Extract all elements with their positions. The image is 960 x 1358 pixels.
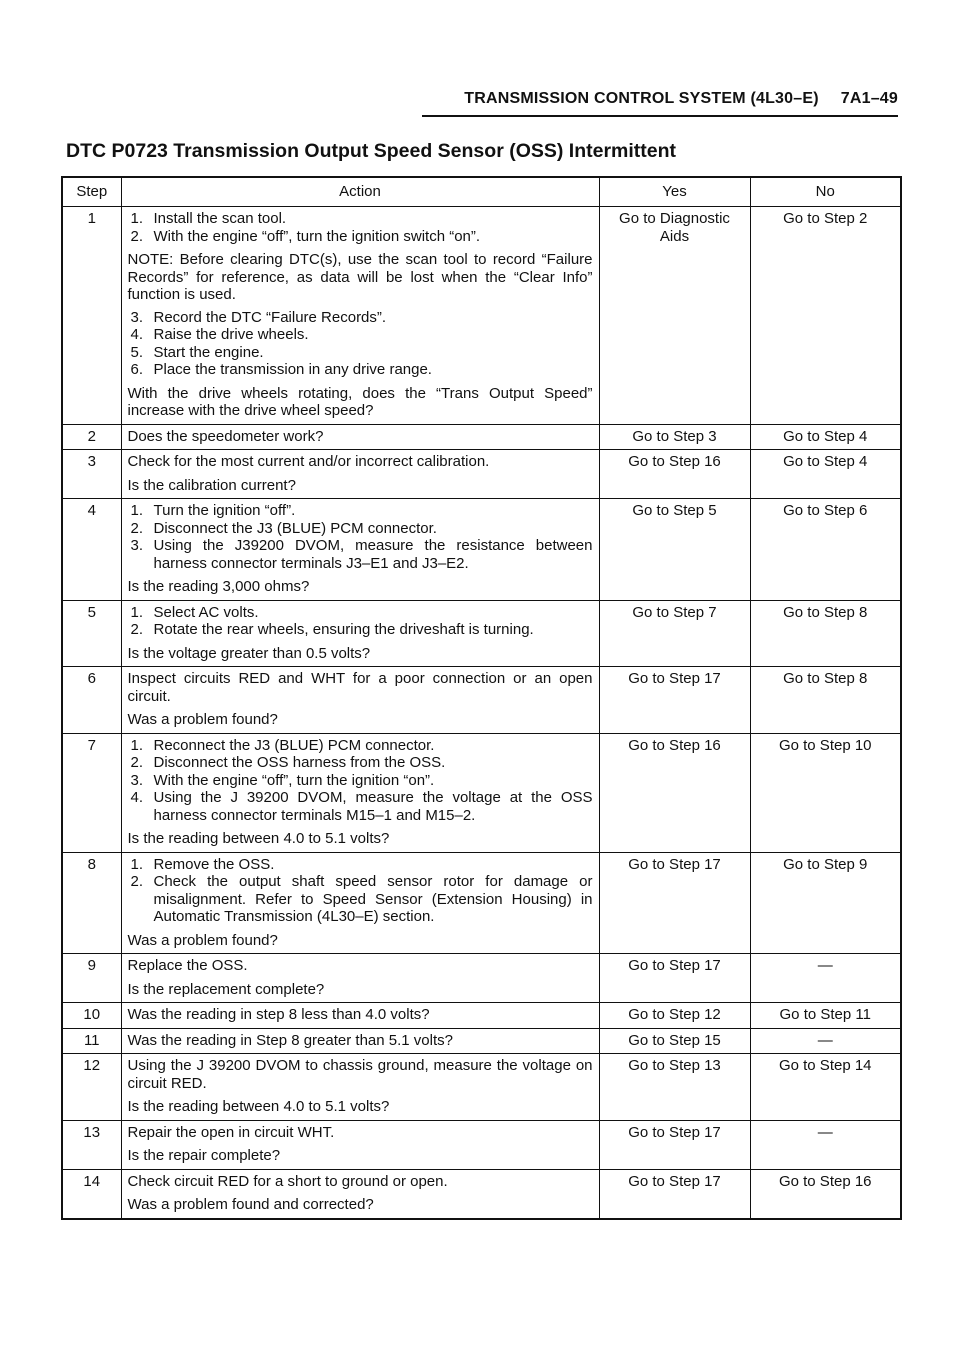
yes-result: Go to Step 13	[599, 1054, 750, 1121]
action-text: Was a problem found?	[127, 931, 278, 949]
list-item-number: 2.	[130, 519, 144, 537]
list-item-text: With the engine “off”, turn the ignition switch “on”.	[153, 227, 481, 245]
list-item	[128, 502, 593, 520]
list-item-number: 3.	[130, 771, 144, 789]
no-result: —	[750, 1120, 901, 1169]
action-cell	[121, 1169, 599, 1219]
action-content	[128, 957, 593, 998]
no-result: Go to Step 14	[750, 1054, 901, 1121]
table-row	[62, 667, 901, 734]
list-item-number: 3.	[130, 537, 144, 554]
action-text: Is the reading between 4.0 to 5.1 volts?	[127, 830, 390, 847]
yes-result: Go to Step 3	[599, 424, 750, 450]
list-item	[128, 604, 593, 622]
action-text: Is the voltage greater than 0.5 volts?	[127, 644, 371, 662]
procedure-list	[128, 309, 593, 379]
list-item-text: Disconnect the J3 (BLUE) PCM connector.	[153, 519, 437, 537]
list-item-number: 2.	[130, 621, 144, 638]
list-item-number: 5.	[130, 343, 144, 361]
list-item-number: 2.	[130, 754, 144, 771]
yes-result: Go to Step 17	[599, 1169, 750, 1219]
action-cell	[121, 600, 599, 667]
list-item-number: 1.	[130, 855, 144, 873]
table-row	[62, 1120, 901, 1169]
table-row	[62, 1003, 901, 1029]
list-item-text: Rotate the rear wheels, ensuring the driveshaft is turning.	[153, 621, 534, 638]
step-number: 3	[62, 450, 121, 499]
action-text: Was a problem found?	[127, 711, 278, 728]
no-result: —	[750, 1028, 901, 1054]
action-cell	[121, 1120, 599, 1169]
yes-result: Go to Step 17	[599, 1120, 750, 1169]
procedure-list	[128, 856, 593, 926]
action-content	[128, 856, 593, 950]
table-row	[62, 600, 901, 667]
action-content	[128, 1032, 593, 1050]
action-text: Is the replacement complete?	[127, 980, 325, 998]
no-result: —	[750, 954, 901, 1003]
yes-result: Go to Step 12	[599, 1003, 750, 1029]
list-item	[128, 621, 593, 639]
step-number: 6	[62, 667, 121, 734]
action-content	[128, 1173, 593, 1214]
table-row	[62, 499, 901, 601]
procedure-list	[128, 604, 593, 639]
list-item-number: 4.	[130, 326, 144, 343]
list-item-number: 1.	[130, 502, 144, 519]
no-result: Go to Step 11	[750, 1003, 901, 1029]
yes-result: Go to Diagnostic Aids	[599, 207, 750, 425]
table-header-row	[62, 177, 901, 207]
action-content	[128, 428, 593, 446]
action-content	[128, 737, 593, 848]
yes-result: Go to Step 17	[599, 954, 750, 1003]
action-content	[128, 453, 593, 494]
column-header-no: No	[750, 177, 901, 207]
action-content	[128, 670, 593, 729]
action-cell	[121, 450, 599, 499]
action-content	[128, 1057, 593, 1116]
no-result: Go to Step 6	[750, 499, 901, 601]
section-title: TRANSMISSION CONTROL SYSTEM (4L30–E)	[464, 90, 819, 107]
list-item-number: 4.	[130, 789, 144, 806]
list-item	[128, 772, 593, 790]
action-content	[128, 502, 593, 596]
procedure-list	[128, 737, 593, 825]
step-number: 5	[62, 600, 121, 667]
action-content	[128, 1124, 593, 1165]
no-result: Go to Step 8	[750, 600, 901, 667]
list-item-text: Check the output shaft speed sensor rotor for damage or misalignment. Refer to Speed Sensor (Extension Housing) in Automatic Transmission (4L30–E) section.	[153, 873, 593, 925]
table-row	[62, 852, 901, 954]
no-result: Go to Step 10	[750, 733, 901, 852]
action-content	[128, 210, 593, 420]
list-item-text: Place the transmission in any drive range.	[153, 361, 432, 378]
list-item	[128, 856, 593, 874]
list-item-number: 2.	[130, 873, 144, 890]
action-content	[128, 1006, 593, 1024]
list-item	[128, 210, 593, 228]
action-cell	[121, 1054, 599, 1121]
action-text: Inspect circuits RED and WHT for a poor connection or an open circuit.	[127, 670, 593, 705]
action-cell	[121, 667, 599, 734]
diagnostic-table	[61, 176, 902, 1220]
action-cell	[121, 733, 599, 852]
action-text: Was the reading in Step 8 greater than 5.1 volts?	[127, 1031, 453, 1049]
list-item-text: Install the scan tool.	[153, 210, 287, 227]
list-item-text: Turn the ignition “off”.	[153, 502, 296, 519]
list-item-text: With the engine “off”, turn the ignition “on”.	[153, 771, 435, 789]
list-item-number: 1.	[130, 210, 144, 227]
list-item-number: 6.	[130, 361, 144, 378]
yes-result: Go to Step 16	[599, 733, 750, 852]
list-item	[128, 789, 593, 824]
no-result: Go to Step 2	[750, 207, 901, 425]
list-item-text: Start the engine.	[153, 343, 264, 361]
list-item-number: 1.	[130, 736, 144, 754]
list-item-text: Using the J39200 DVOM, measure the resistance between harness connector terminals J3–E1 and J3–E2.	[153, 537, 593, 572]
yes-result: Go to Step 15	[599, 1028, 750, 1054]
table-row	[62, 954, 901, 1003]
table-body	[62, 207, 901, 1219]
column-header-action: Action	[121, 177, 599, 207]
no-result: Go to Step 16	[750, 1169, 901, 1219]
action-text: Was a problem found and corrected?	[127, 1196, 374, 1213]
table-row	[62, 424, 901, 450]
list-item	[128, 326, 593, 344]
list-item	[128, 873, 593, 926]
action-text: Repair the open in circuit WHT.	[127, 1123, 335, 1141]
list-item	[128, 537, 593, 572]
step-number: 8	[62, 852, 121, 954]
no-result: Go to Step 4	[750, 424, 901, 450]
list-item	[128, 228, 593, 246]
list-item	[128, 754, 593, 772]
action-text: Does the speedometer work?	[127, 427, 324, 445]
column-header-yes: Yes	[599, 177, 750, 207]
list-item-text: Record the DTC “Failure Records”.	[153, 308, 387, 326]
list-item-text: Reconnect the J3 (BLUE) PCM connector.	[153, 736, 435, 754]
no-result: Go to Step 4	[750, 450, 901, 499]
note-text: NOTE: Before clearing DTC(s), use the scan tool to record “Failure Records” for reference, as data will be lost when the “Clear Info” function is used.	[127, 251, 593, 303]
action-cell	[121, 954, 599, 1003]
list-item	[128, 361, 593, 379]
step-number: 11	[62, 1028, 121, 1054]
step-number: 9	[62, 954, 121, 1003]
table-row	[62, 1054, 901, 1121]
action-text: Using the J 39200 DVOM to chassis ground, measure the voltage on circuit RED.	[127, 1057, 593, 1092]
running-header	[422, 90, 898, 108]
action-text: Replace the OSS.	[127, 957, 248, 974]
action-cell	[121, 424, 599, 450]
step-number: 1	[62, 207, 121, 425]
table-row	[62, 450, 901, 499]
action-text: Check for the most current and/or incorrect calibration.	[127, 453, 490, 470]
action-cell	[121, 1003, 599, 1029]
list-item-text: Raise the drive wheels.	[153, 326, 309, 343]
action-text: Is the reading between 4.0 to 5.1 volts?	[127, 1098, 390, 1115]
yes-result: Go to Step 17	[599, 852, 750, 954]
list-item-number: 3.	[130, 308, 144, 326]
list-item-number: 1.	[130, 603, 144, 621]
table-row	[62, 1169, 901, 1219]
step-number: 12	[62, 1054, 121, 1121]
table-row	[62, 1028, 901, 1054]
action-cell	[121, 207, 599, 425]
action-cell	[121, 1028, 599, 1054]
step-number: 14	[62, 1169, 121, 1219]
step-number: 7	[62, 733, 121, 852]
action-text: Is the reading 3,000 ohms?	[127, 578, 310, 595]
action-text: Was the reading in step 8 less than 4.0 volts?	[127, 1006, 430, 1023]
yes-result: Go to Step 16	[599, 450, 750, 499]
action-text: Check circuit RED for a short to ground or open.	[127, 1172, 448, 1190]
list-item	[128, 344, 593, 362]
step-number: 4	[62, 499, 121, 601]
no-result: Go to Step 8	[750, 667, 901, 734]
list-item	[128, 309, 593, 327]
list-item-text: Using the J 39200 DVOM, measure the voltage at the OSS harness connector terminals M15–1 and M15–2.	[153, 789, 593, 824]
list-item-number: 2.	[130, 227, 144, 245]
procedure-list	[128, 210, 593, 245]
action-cell	[121, 852, 599, 954]
action-content	[128, 604, 593, 663]
table-row	[62, 733, 901, 852]
step-number: 10	[62, 1003, 121, 1029]
table-row	[62, 207, 901, 425]
action-text: Is the calibration current?	[127, 476, 296, 494]
list-item	[128, 520, 593, 538]
page-title: DTC P0723 Transmission Output Speed Sensor (OSS) Intermittent	[66, 140, 677, 162]
yes-result: Go to Step 7	[599, 600, 750, 667]
action-text: With the drive wheels rotating, does the “Trans Output Speed” increase with the drive wheel speed?	[127, 384, 593, 419]
column-header-step: Step	[62, 177, 121, 207]
header-rule	[422, 115, 898, 117]
list-item-text: Remove the OSS.	[153, 855, 275, 873]
action-text: Is the repair complete?	[127, 1147, 281, 1164]
list-item-text: Select AC volts.	[153, 603, 259, 621]
page-number: 7A1–49	[840, 90, 898, 107]
yes-result: Go to Step 5	[599, 499, 750, 601]
procedure-list	[128, 502, 593, 572]
action-cell	[121, 499, 599, 601]
step-number: 13	[62, 1120, 121, 1169]
yes-result: Go to Step 17	[599, 667, 750, 734]
list-item	[128, 737, 593, 755]
step-number: 2	[62, 424, 121, 450]
list-item-text: Disconnect the OSS harness from the OSS.	[153, 754, 446, 771]
no-result: Go to Step 9	[750, 852, 901, 954]
